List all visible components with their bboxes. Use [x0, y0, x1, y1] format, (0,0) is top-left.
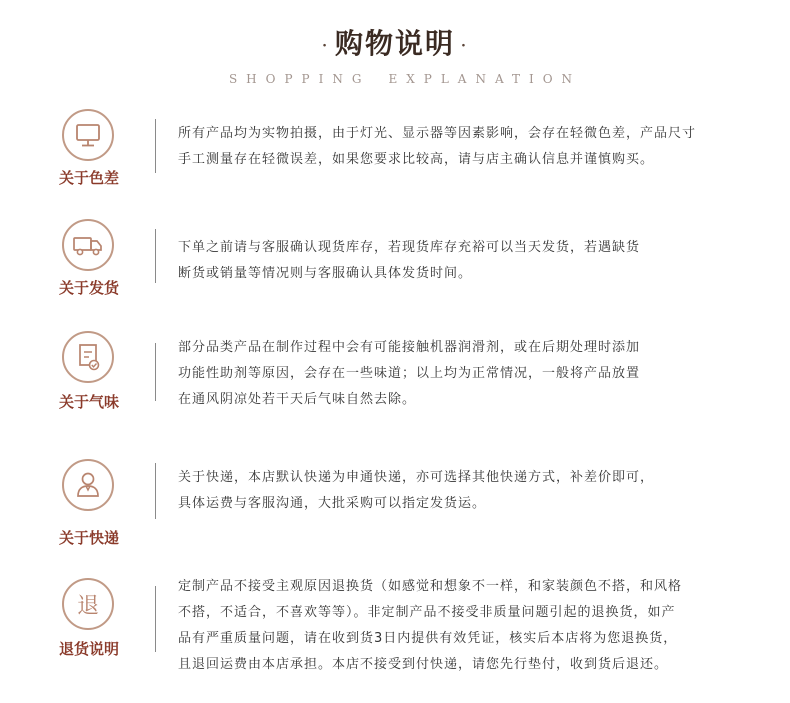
text-line: 具体运费与客服沟通，大批采购可以指定发货运。 [178, 496, 487, 511]
section-text [178, 465, 758, 517]
document-check-icon [62, 331, 114, 383]
section-label: 关于气味 [58, 393, 119, 411]
text-line: 品有严重质量问题，请在收到货3日内提供有效凭证，核实后本店将为您退换货， [178, 631, 678, 646]
section-text [178, 574, 758, 678]
text-line: 手工测量存在轻微误差，如果您要求比较高，请与店主确认信息并谨慎购买。 [178, 152, 655, 167]
section-divider [155, 343, 156, 401]
section-text [178, 335, 758, 413]
return-icon-glyph: 退 [76, 593, 99, 619]
page-header [0, 22, 790, 86]
section-label: 关于色差 [58, 169, 119, 187]
text-line: 断货或销量等情况则与客服确认具体发货时间。 [178, 266, 473, 281]
title-dot-right: · [461, 37, 468, 54]
text-line: 所有产品均为实物拍摄，由于灯光、显示器等因素影响，会存在轻微色差，产品尺寸 [178, 126, 697, 141]
text-line: 下单之前请与客服确认现货库存，若现货库存充裕可以当天发货，若遇缺货 [178, 240, 641, 255]
section-label: 关于快递 [58, 529, 119, 547]
text-line: 定制产品不接受主观原因退换货（如感觉和想象不一样，和家装颜色不搭，和风格 [178, 579, 683, 594]
monitor-icon [62, 109, 114, 161]
section-divider [155, 229, 156, 283]
section-label: 退货说明 [58, 640, 119, 658]
page-title [0, 22, 790, 62]
text-line: 不搭，不适合，不喜欢等等）。非定制产品不接受非质量问题引起的退换货，如产 [178, 605, 676, 620]
page-subtitle [0, 72, 790, 86]
subtitle-word-1: SHOPPING [228, 72, 371, 86]
text-line: 功能性助剂等原因，会存在一些味道；以上均为正常情况，一般将产品放置 [178, 366, 641, 381]
text-line: 部分品类产品在制作过程中会有可能接触机器润滑剂，或在后期处理时添加 [178, 340, 641, 355]
text-line: 且退回运费由本店承担。本店不接受到付快递，请您先行垫付，收到货后退还。 [178, 657, 669, 672]
page-title-text: 购物说明 [334, 27, 455, 60]
section-divider [155, 463, 156, 519]
section-text [178, 121, 758, 173]
courier-person-icon [62, 459, 114, 511]
text-line: 在通风阴凉处若干天后气味自然去除。 [178, 392, 417, 407]
section-text [178, 235, 758, 287]
return-character-icon [62, 578, 114, 630]
section-divider [155, 119, 156, 173]
title-dot-left: · [322, 37, 329, 54]
truck-icon [62, 219, 114, 271]
section-label: 关于发货 [58, 279, 119, 297]
text-line: 关于快递，本店默认快递为申通快递，亦可选择其他快递方式，补差价即可， [178, 470, 655, 485]
subtitle-word-2: EXPLANATION [388, 72, 582, 86]
section-divider [155, 586, 156, 652]
